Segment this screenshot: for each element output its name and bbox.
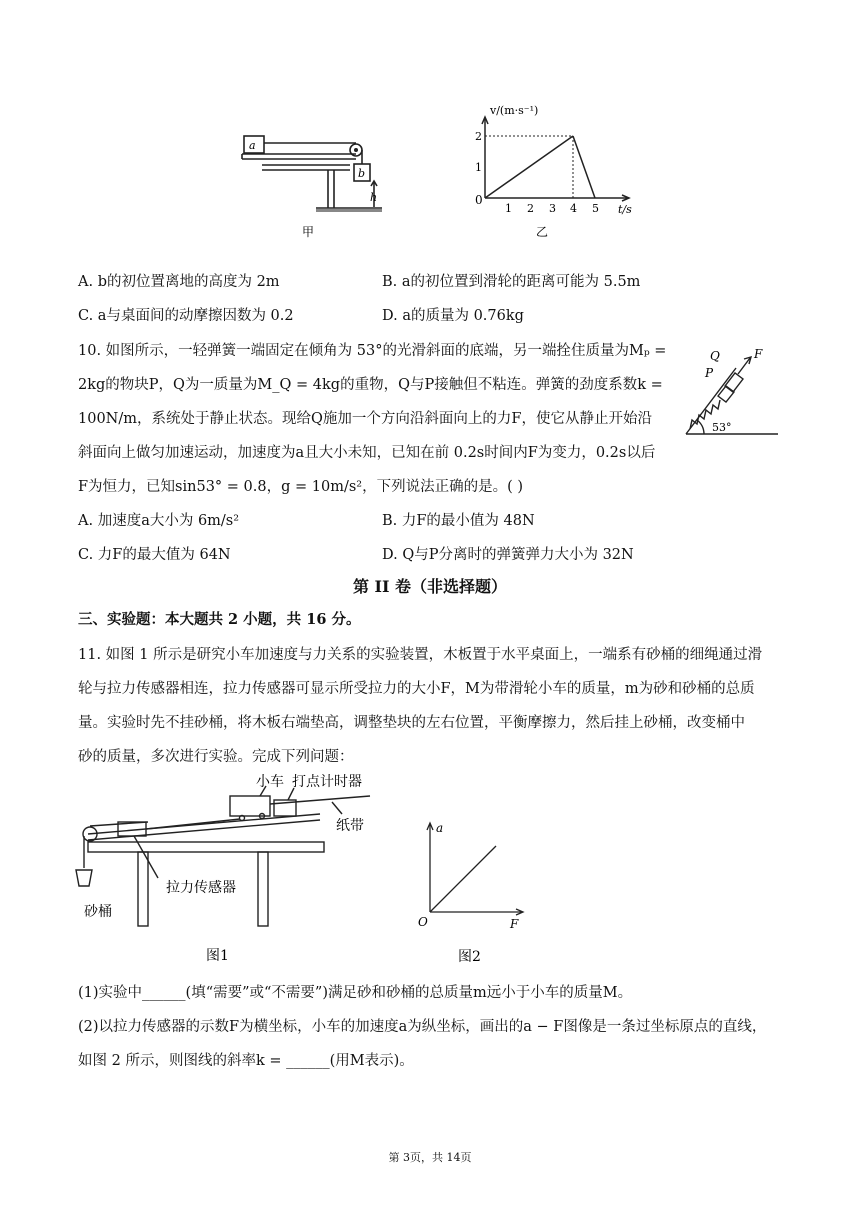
incline-label-f: F bbox=[754, 347, 763, 361]
q9-option-c: C. a与桌面间的动摩擦因数为 0.2 bbox=[78, 308, 294, 324]
label-b: b bbox=[358, 167, 366, 180]
yi-xtick-2: 2 bbox=[527, 202, 534, 215]
q10-line-2: 2kg的物块P，Q为一质量为M_Q = 4kg的重物，Q与P接触但不粘连。弹簧的劲度系数k = bbox=[78, 377, 663, 393]
yi-ytick-1: 1 bbox=[475, 161, 482, 174]
yi-ylabel: v/(m·s⁻¹) bbox=[490, 104, 539, 117]
q9-option-a: A. b的初位置离地的高度为 2m bbox=[78, 274, 280, 290]
q9-option-b: B. a的初位置到滑轮的距离可能为 5.5m bbox=[382, 274, 641, 290]
q10-option-d: D. Q与P分离时的弹簧弹力大小为 32N bbox=[382, 547, 634, 563]
fig1-label-sensor: 拉力传感器 bbox=[166, 880, 236, 896]
q9-option-d: D. a的质量为 0.76kg bbox=[382, 308, 524, 324]
incline-angle: 53° bbox=[712, 421, 732, 434]
fig2-label-o: O bbox=[418, 915, 428, 929]
fig2-label-f: F bbox=[510, 917, 519, 931]
fig1-label-bucket: 砂桶 bbox=[84, 904, 112, 920]
q11-sub2-line1: (2)以拉力传感器的示数F为横坐标，小车的加速度a为纵坐标，画出的a − F图像是一条过坐标原点的直线， bbox=[78, 1019, 767, 1035]
q11-line-3: 量。实验时先不挂砂桶，将木板右端垫高，调整垫块的左右位置，平衡摩擦力，然后挂上砂桶，改变桶中 bbox=[78, 715, 745, 731]
q11-sub1: (1)实验中______(填“需要”或“不需要”)满足砂和砂桶的总质量m远小于小车的质量M。 bbox=[78, 985, 633, 1001]
yi-xtick-4: 4 bbox=[570, 202, 577, 215]
caption-fig1: 图1 bbox=[206, 948, 229, 964]
q10-option-c: C. 力F的最大值为 64N bbox=[78, 547, 231, 563]
yi-xlabel: t/s bbox=[618, 203, 632, 216]
yi-xtick-1: 1 bbox=[505, 202, 512, 215]
yi-origin: 0 bbox=[475, 193, 483, 207]
q10-line-4: 斜面向上做匀加速运动，加速度为a且大小未知，已知在前 0.2s时间内F为变力，0.2s以后 bbox=[78, 445, 656, 461]
q10-line-1: 10. 如图所示，一轻弹簧一端固定在倾角为 53°的光滑斜面的底端，另一端拴住质量为Mₚ = bbox=[78, 343, 667, 359]
q11-sub2-line2: 如图 2 所示，则图线的斜率k = ______(用M表示)。 bbox=[78, 1053, 414, 1069]
section3-header: 三、实验题：本大题共 2 小题，共 16 分。 bbox=[78, 611, 361, 628]
fig2-label-a: a bbox=[436, 821, 444, 835]
label-h: h bbox=[370, 191, 378, 204]
caption-fig2: 图2 bbox=[458, 949, 481, 965]
q10-option-a: A. 加速度a大小为 6m/s² bbox=[78, 513, 240, 529]
figure-yi bbox=[446, 100, 646, 240]
figure-1-apparatus bbox=[70, 774, 390, 974]
figure-incline bbox=[680, 344, 780, 440]
yi-xtick-5: 5 bbox=[592, 202, 599, 215]
q10-line-5: F为恒力，已知sin53° = 0.8，g = 10m/s²，下列说法正确的是。( ) bbox=[78, 479, 524, 495]
label-a: a bbox=[249, 139, 256, 152]
q10-line-3: 100N/m，系统处于静止状态。现给Q施加一个方向沿斜面向上的力F，使它从静止开始沿 bbox=[78, 411, 652, 427]
incline-label-q: Q bbox=[710, 349, 720, 363]
section-title: 第 II 卷（非选择题） bbox=[352, 577, 508, 596]
caption-jia: 甲 bbox=[302, 225, 315, 239]
page-footer: 第 3页，共 14页 bbox=[388, 1151, 472, 1164]
q11-line-4: 砂的质量，多次进行实验。完成下列问题： bbox=[78, 749, 354, 765]
fig1-label-tape: 纸带 bbox=[336, 818, 364, 834]
figure-2-graph bbox=[410, 806, 530, 972]
figure-jia bbox=[232, 128, 392, 240]
incline-label-p: P bbox=[705, 366, 714, 380]
fig1-label-timer: 打点计时器 bbox=[292, 774, 362, 790]
q11-line-2: 轮与拉力传感器相连，拉力传感器可显示所受拉力的大小F，M为带滑轮小车的质量，m为砂和砂桶的总质 bbox=[78, 681, 755, 697]
fig1-label-car: 小车 bbox=[256, 774, 284, 790]
q10-option-b: B. 力F的最小值为 48N bbox=[382, 513, 535, 529]
yi-xtick-3: 3 bbox=[549, 202, 556, 215]
caption-yi: 乙 bbox=[536, 225, 549, 239]
yi-ytick-2: 2 bbox=[475, 130, 482, 143]
q11-line-1: 11. 如图 1 所示是研究小车加速度与力关系的实验装置，木板置于水平桌面上，一端系有砂桶的细绳通过滑 bbox=[78, 647, 763, 663]
